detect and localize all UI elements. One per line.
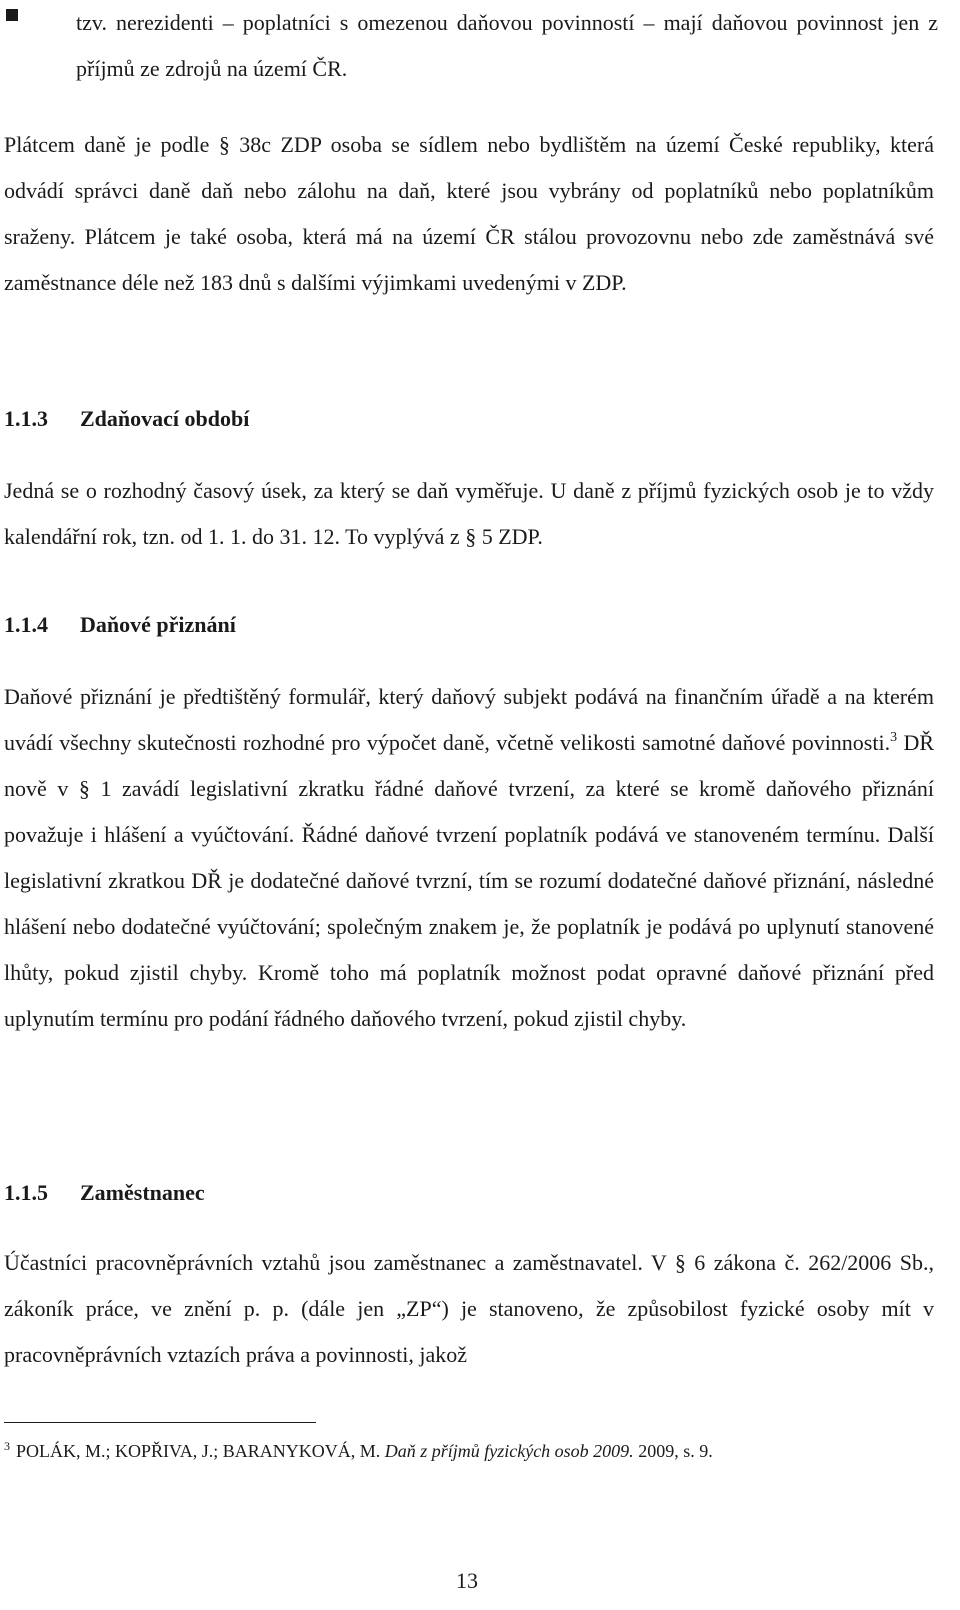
square-bullet-icon [6, 9, 18, 21]
section-title: Zdaňovací období [80, 406, 250, 431]
paragraph-platce-dane: Plátcem daně je podle § 38c ZDP osoba se sídlem nebo bydlištěm na území České republiky, která odvádí správci daně daň nebo zálohu na daň, které jsou vybrány od poplatníků nebo poplatníkům sraženy. Plátcem je také osoba, která má na území ČR stálou provozovnu nebo zde zaměstnává své zaměstnance déle než 183 dnů s dalšími výjimkami uvedenými v ZDP. [4, 132, 934, 295]
footnote-separator [4, 1422, 316, 1423]
paragraph-text: Daňové přiznání je předtištěný formulář, který daňový subjekt podává na finančním úřadě a na kterém uvádí všechny skutečnosti rozhodné pro výpočet daně, včetně velikosti samotné daňové povinnosti. [4, 684, 934, 755]
footnote-title: Daň z příjmů fyzických osob 2009. [384, 1441, 634, 1461]
section-title: Zaměstnanec [80, 1180, 205, 1205]
footnote-rest: 2009, s. 9. [633, 1441, 713, 1461]
paragraph-zdanovaci-obdobi: Jedná se o rozhodný časový úsek, za který se daň vyměřuje. U daně z příjmů fyzických osob je to vždy kalendářní rok, tzn. od 1. 1. do 31. 12. To vyplývá z § 5 ZDP. [4, 478, 934, 549]
paragraph-text-continued: DŘ nově v § 1 zavádí legislativní zkratku řádné daňové tvrzení, za které se kromě daňového přiznání považuje i hlášení a vyúčtování. Řádné daňové tvrzení poplatník podává ve stanoveném termínu. Další legislativní zkratkou DŘ je dodatečné daňové tvrzní, tím se rozumí dodatečné daňové přiznání, následné hlášení nebo dodatečné vyúčtování; společným znakem je, že poplatník je podává po uplynutí stanovené lhůty, pokud zjistil chyby. Kromě toho má poplatník možnost podat opravné daňové přiznání před uplynutím termínu pro podání řádného daňového tvrzení, pokud zjistil chyby. [4, 730, 935, 1031]
footnote-number: 3 [4, 1439, 10, 1453]
section-heading-114 [4, 610, 236, 640]
bullet-text: tzv. nerezidenti – poplatníci s omezenou daňovou povinností – mají daňovou povinnost jen z příjmů ze zdrojů na území ČR. [76, 10, 938, 81]
footnote [4, 1436, 934, 1466]
section-heading-113 [4, 404, 249, 434]
paragraph-zamestnanec: Účastníci pracovněprávních vztahů jsou zaměstnanec a zaměstnavatel. V § 6 zákona č. 262/2006 Sb., zákoník práce, ve znění p. p. (dále jen „ZP“) je stanoveno, že způsobilost fyzické osoby mít v pracovněprávních vztazích práva a povinnosti, jakož [4, 1250, 934, 1367]
section-number: 1.1.5 [4, 1180, 48, 1205]
footnote-reference[interactable]: 3 [890, 730, 898, 745]
section-heading-115 [4, 1178, 205, 1208]
section-title: Daňové přiznání [80, 612, 236, 637]
section-number: 1.1.4 [4, 612, 48, 637]
section-number: 1.1.3 [4, 406, 48, 431]
page-number: 13 [456, 1568, 478, 1593]
paragraph-danove-priznani [4, 674, 934, 1042]
footnote-authors: POLÁK, M.; KOPŘIVA, J.; BARANYKOVÁ, M. [16, 1441, 385, 1461]
